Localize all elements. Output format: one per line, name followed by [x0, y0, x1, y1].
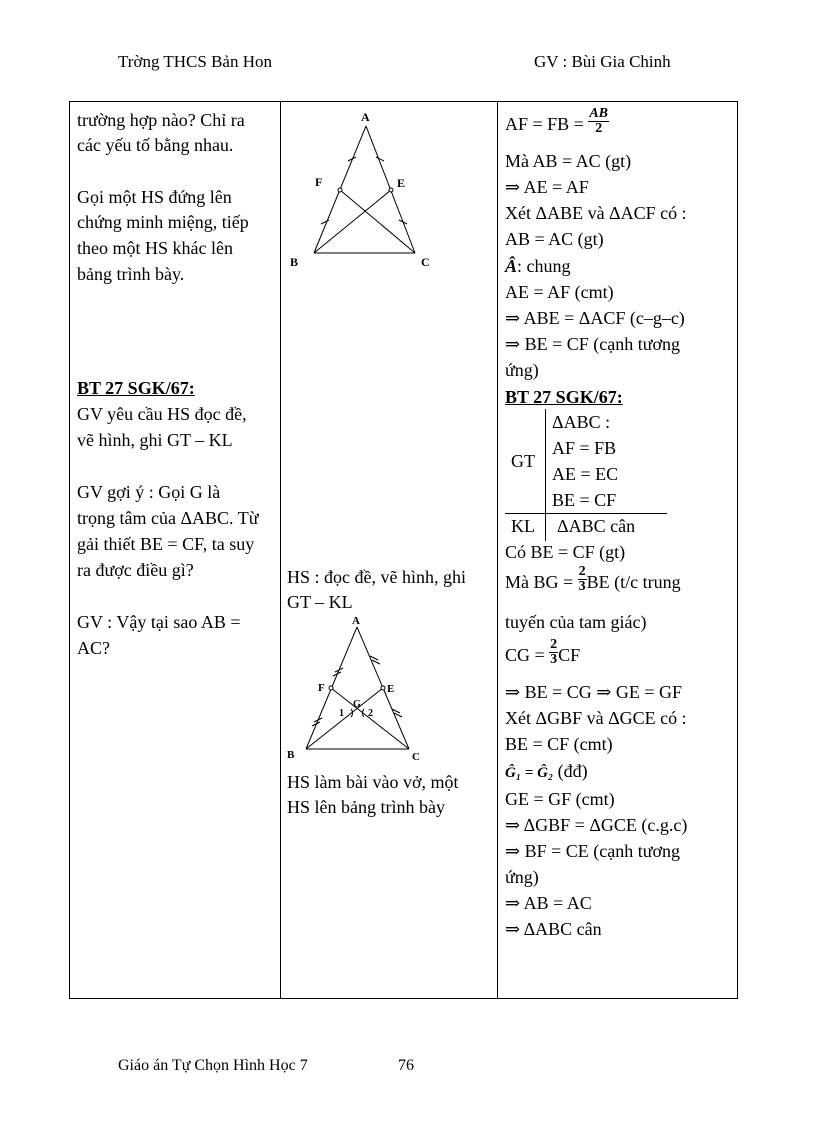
text-line: HS : đọc đề, vẽ hình, ghi — [287, 567, 466, 587]
text-line: vẽ hình, ghi GT – KL — [77, 430, 233, 450]
text-line: HS làm bài vào vở, một — [287, 772, 459, 792]
gt-item: ΔABC : — [552, 412, 611, 432]
gt-item: AF = FB — [552, 438, 617, 458]
angle-g-symbol: Ĝ₁ = Ĝ₂ — [505, 765, 554, 781]
label-c: C — [421, 255, 430, 269]
text-line: ứng) — [505, 867, 539, 887]
lesson-table — [69, 101, 738, 999]
text-line: Xét ΔGBF và ΔGCE có : — [505, 708, 687, 728]
triangle-figure-1 — [281, 102, 497, 272]
text-line: AC? — [77, 638, 110, 658]
text-line: ⇒ AE = AF — [505, 177, 589, 197]
text-line: GV : Vậy tại sao AB = — [77, 612, 241, 632]
angle-a-symbol: Â — [505, 256, 518, 276]
cg-text: CG = — [505, 645, 545, 665]
text-line: theo một HS khác lên — [77, 238, 233, 258]
text-line: Có BE = CF (gt) — [505, 542, 626, 562]
label-a: A — [352, 615, 360, 627]
text-line: tuyến của tam giác) — [505, 612, 647, 632]
text-line: ra được điều gì? — [77, 560, 194, 580]
kl-item: ΔABC cân — [557, 516, 636, 536]
gt-kl-table — [505, 409, 667, 541]
text-line: trọng tâm của ΔABC. Từ — [77, 508, 259, 528]
af-fb-text: AF = FB = — [505, 114, 584, 134]
exercise-title: BT 27 SGK/67: — [77, 378, 195, 398]
text-line: Gọi một HS đứng lên — [77, 187, 232, 207]
dd-text: (đđ) — [553, 761, 588, 781]
text-line: Xét ΔABE và ΔACF có : — [505, 203, 687, 223]
label-b: B — [290, 255, 299, 269]
text-line: ⇒ BE = CG ⇒ GE = GF — [505, 682, 682, 702]
fraction-denominator: 2 — [595, 121, 603, 137]
text-line: Mà AB = AC (gt) — [505, 151, 632, 171]
chung-text: : chung — [517, 256, 571, 276]
text-line: trường hợp nào? Chỉ ra — [77, 110, 245, 130]
text-line — [505, 106, 609, 137]
cf-text: CF — [558, 645, 581, 665]
fraction-ab-2 — [588, 107, 609, 136]
text-line: ⇒ BE = CF (cạnh tương — [505, 334, 680, 354]
text-line: AE = AF (cmt) — [505, 282, 614, 302]
fraction-2-3 — [578, 565, 587, 594]
label-e: E — [397, 176, 406, 190]
text-line: AB = AC (gt) — [505, 229, 604, 249]
header-school: Trờng THCS Bản Hon — [118, 52, 272, 71]
text-line — [505, 256, 571, 276]
text-line — [505, 761, 588, 783]
content-column — [498, 102, 738, 998]
text-line: các yếu tố bằng nhau. — [77, 135, 234, 155]
text-line: ứng) — [505, 360, 539, 380]
exercise-title: BT 27 SGK/67: — [505, 387, 623, 407]
text-line: ⇒ BF = CE (cạnh tương — [505, 841, 680, 861]
fraction-denominator: 3 — [550, 652, 558, 668]
gt-label: GT — [511, 451, 535, 471]
label-f: F — [315, 175, 323, 189]
text-line: HS lên bảng trình bày — [287, 797, 445, 817]
text-line: BE = CF (cmt) — [505, 734, 613, 754]
text-line: GV gợi ý : Gọi G là — [77, 482, 221, 502]
label-g: G — [353, 699, 361, 710]
gt-item: BE = CF — [552, 490, 617, 510]
student-column — [281, 102, 498, 998]
text-line — [505, 564, 681, 595]
text-line: ⇒ ABE = ΔACF (c–g–c) — [505, 308, 685, 328]
be-text: BE (t/c trung — [586, 572, 681, 592]
text-line: GE = GF (cmt) — [505, 789, 615, 809]
fraction-2-3 — [549, 638, 558, 667]
text-line: chứng minh miệng, tiếp — [77, 212, 249, 232]
label-e: E — [387, 683, 395, 695]
header-teacher: GV : Bùi Gia Chinh — [534, 52, 671, 71]
text-line: gải thiết BE = CF, ta suy — [77, 534, 255, 554]
fraction-numerator: 2 — [578, 564, 586, 580]
footer-title: Giáo án Tự Chọn Hình Học 7 — [118, 1057, 308, 1074]
text-line: GT – KL — [287, 592, 353, 612]
label-f: F — [318, 682, 325, 694]
gt-item: AE = EC — [552, 464, 619, 484]
label-b: B — [287, 749, 295, 761]
fraction-numerator: AB — [589, 106, 609, 122]
bg-text: Mà BG = — [505, 572, 574, 592]
fraction-numerator: 2 — [550, 637, 558, 653]
label-c: C — [412, 751, 420, 762]
text-line — [505, 637, 581, 668]
label-a: A — [361, 110, 370, 124]
text-line: ⇒ ΔGBF = ΔGCE (c.g.c) — [505, 815, 688, 835]
text-line: GV yêu cầu HS đọc đề, — [77, 404, 247, 424]
label-angle-1: 1 — [339, 708, 344, 719]
teacher-column — [70, 102, 281, 998]
triangle-figure-2 — [281, 612, 497, 762]
text-line: ⇒ AB = AC — [505, 893, 592, 913]
page-number: 76 — [398, 1057, 414, 1074]
text-line: bảng trình bày. — [77, 264, 185, 284]
kl-label: KL — [511, 516, 535, 536]
text-line: ⇒ ΔABC cân — [505, 919, 602, 939]
label-angle-2: 2 — [368, 708, 373, 719]
fraction-denominator: 3 — [578, 579, 586, 595]
